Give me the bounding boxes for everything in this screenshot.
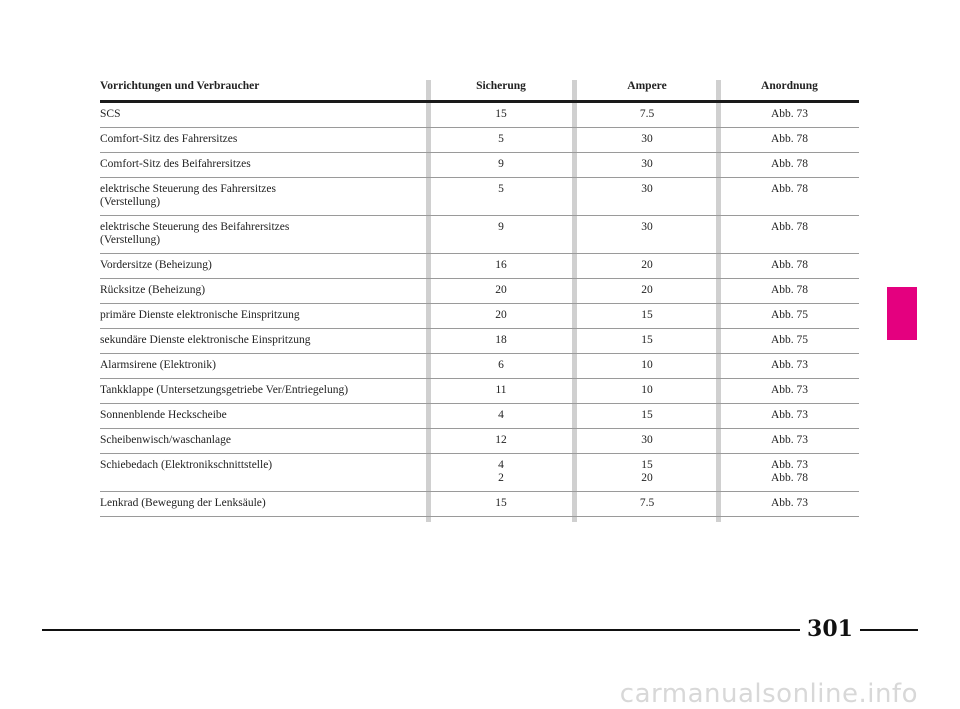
section-tab-marker [887,287,917,340]
table-row [100,454,859,492]
row-fuse: 20 [428,279,574,304]
row-location: Abb. 78 [720,279,859,304]
row-fuse: 20 [428,304,574,329]
row-location: Abb. 73 [720,404,859,429]
table-row [100,153,859,178]
header-fuse: Sicherung [428,72,574,102]
row-device: Lenkrad (Bewegung der Lenksäule) [100,492,428,517]
row-fuse: 9 [428,153,574,178]
row-ampere: 30 [574,153,720,178]
page-number: 301 [807,616,853,642]
row-fuse: 11 [428,379,574,404]
table-row [100,178,859,216]
row-ampere: 20 [574,254,720,279]
table-row [100,279,859,304]
row-location: Abb. 78 [720,254,859,279]
table-row [100,429,859,454]
table-header-row [100,72,859,102]
row-device: primäre Dienste elektronische Einspritzung [100,304,428,329]
row-fuse: 9 [428,216,574,254]
row-location: Abb. 78 [720,153,859,178]
footer-rule-right [860,629,918,631]
row-ampere: 7.5 [574,102,720,128]
row-device: Rücksitze (Beheizung) [100,279,428,304]
row-ampere: 15 [574,404,720,429]
row-fuse: 5 [428,178,574,216]
row-location: Abb. 73 [720,429,859,454]
row-device: Scheibenwisch/waschanlage [100,429,428,454]
row-location: Abb. 78 [720,128,859,153]
row-ampere: 15 [574,329,720,354]
row-device: Comfort-Sitz des Fahrersitzes [100,128,428,153]
table-row [100,379,859,404]
row-ampere: 30 [574,128,720,153]
table-row [100,254,859,279]
row-device: Alarmsirene (Elektronik) [100,354,428,379]
row-ampere: 30 [574,216,720,254]
row-device: elektrische Steuerung des Beifahrersitzes (Verstellung) [100,216,428,254]
row-fuse: 5 [428,128,574,153]
row-fuse: 15 [428,102,574,128]
table-row [100,329,859,354]
row-ampere: 7.5 [574,492,720,517]
row-ampere: 30 [574,429,720,454]
row-fuse: 12 [428,429,574,454]
row-device: Comfort-Sitz des Beifahrersitzes [100,153,428,178]
row-location: Abb. 73 [720,492,859,517]
row-fuse: 4 2 [428,454,574,492]
row-fuse: 6 [428,354,574,379]
row-ampere: 30 [574,178,720,216]
row-location: Abb. 78 [720,216,859,254]
row-device: Sonnenblende Heckscheibe [100,404,428,429]
row-fuse: 15 [428,492,574,517]
row-ampere: 15 [574,304,720,329]
table-row [100,216,859,254]
row-fuse: 18 [428,329,574,354]
row-location: Abb. 73 Abb. 78 [720,454,859,492]
row-device: Schiebedach (Elektronikschnittstelle) [100,454,428,492]
table-row [100,304,859,329]
row-device: sekundäre Dienste elektronische Einspritzung [100,329,428,354]
row-location: Abb. 78 [720,178,859,216]
watermark: carmanualsonline.info [619,679,918,709]
header-ampere: Ampere [574,72,720,102]
row-ampere: 15 20 [574,454,720,492]
row-fuse: 16 [428,254,574,279]
row-device: Tankklappe (Untersetzungsgetriebe Ver/Entriegelung) [100,379,428,404]
row-location: Abb. 75 [720,329,859,354]
header-location: Anordnung [720,72,859,102]
table-row [100,404,859,429]
row-ampere: 10 [574,379,720,404]
header-devices: Vorrichtungen und Verbraucher [100,72,428,102]
table-body [100,102,859,517]
table-row [100,128,859,153]
row-ampere: 10 [574,354,720,379]
row-fuse: 4 [428,404,574,429]
row-ampere: 20 [574,279,720,304]
table-row [100,102,859,128]
footer-rule-left [42,629,800,631]
row-location: Abb. 73 [720,102,859,128]
row-device: SCS [100,102,428,128]
row-device: Vordersitze (Beheizung) [100,254,428,279]
row-location: Abb. 75 [720,304,859,329]
table-row [100,354,859,379]
table-row [100,492,859,517]
row-device: elektrische Steuerung des Fahrersitzes (Verstellung) [100,178,428,216]
row-location: Abb. 73 [720,354,859,379]
fuse-table [100,72,859,517]
row-location: Abb. 73 [720,379,859,404]
